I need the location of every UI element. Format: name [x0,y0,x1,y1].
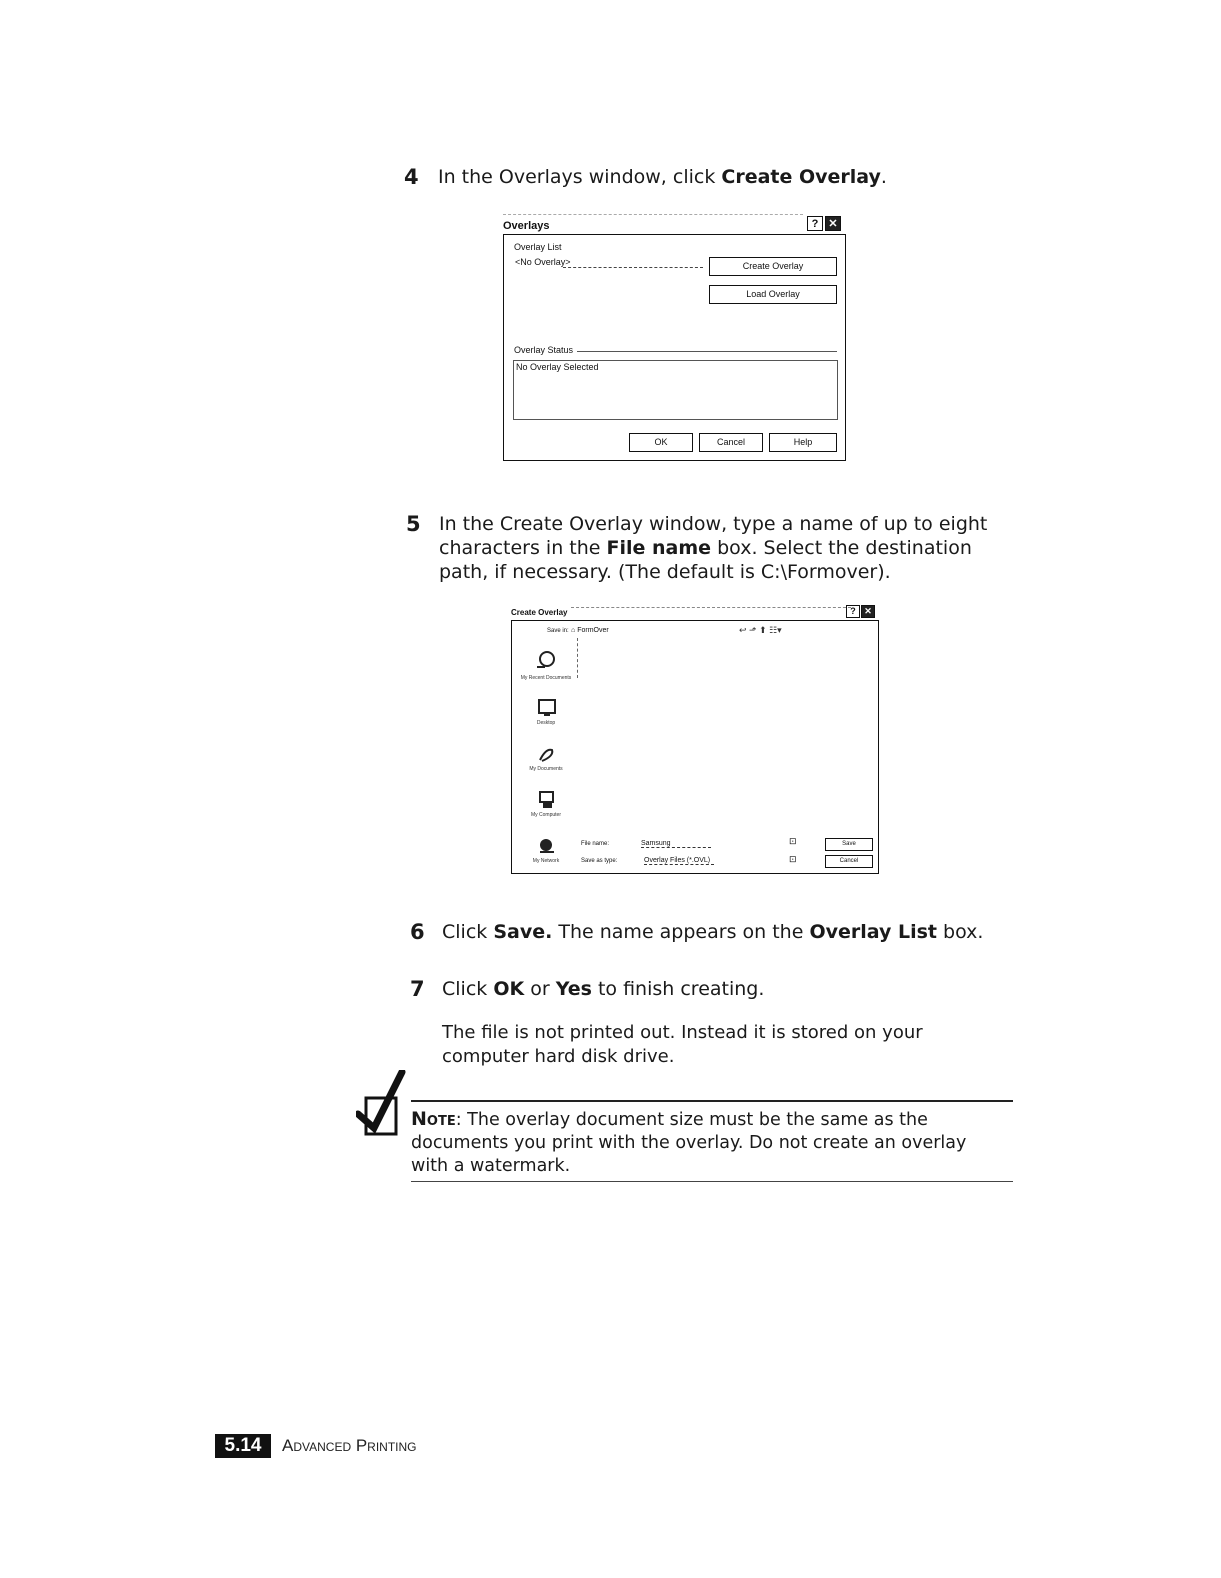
step-text: Click Save. The name appears on the Overlay List box. [442,921,984,943]
my-computer-icon[interactable] [536,790,558,810]
step-number: 7 [410,977,425,1001]
chevron-down-icon[interactable]: ⊡ [789,836,797,846]
note-line: documents you print with the overlay. Do not create an overlay [411,1133,967,1153]
step-line: path, if necessary. (The default is C:\Formover). [439,561,891,583]
save-in-value: FormOver [577,627,609,634]
step-line: computer hard disk drive. [442,1046,675,1067]
my-network-icon[interactable] [536,836,558,856]
create-overlay-dialog [511,604,881,876]
load-overlay-button[interactable]: Load Overlay [709,285,837,304]
overlay-status-text: No Overlay Selected [516,362,599,372]
nav-label: Desktop [536,720,556,726]
nav-label: My Documents [529,766,563,772]
save-button[interactable]: Save [825,838,873,851]
step-line: The file is not printed out. Instead it is stored on your [442,1022,923,1043]
folder-icon: ⌂ [571,627,576,634]
note-box [411,1108,1011,1178]
overlays-dialog [503,212,848,464]
save-in-select[interactable] [571,627,609,634]
help-icon[interactable]: ? [807,216,823,231]
note-line: : The overlay document size must be the same as the [455,1110,928,1130]
overlay-status-label: Overlay Status [514,345,574,355]
step-5 [406,512,1006,586]
save-in-label: Save in: [547,628,569,634]
toolbar-icons[interactable]: ↩ ⬏ ⬆ ☷▾ [739,625,782,635]
ok-button[interactable]: OK [629,433,693,452]
recent-documents-icon[interactable] [535,650,557,670]
create-overlay-button[interactable]: Create Overlay [709,257,837,276]
note-line: with a watermark. [411,1156,571,1176]
step-text: In the Overlays window, click Create Overlay. [438,166,887,188]
field-name: File name [606,537,712,559]
step-4 [404,165,1004,191]
dialog-body [511,620,879,874]
step-number: 6 [410,920,425,944]
save-as-type-select[interactable]: Overlay Files (*.OVL) [644,857,714,865]
chevron-down-icon[interactable]: ⊡ [789,854,797,864]
step-line: characters in the [439,537,607,559]
overlay-list-label: Overlay List [514,242,562,252]
file-name-label: File name: [581,841,610,847]
note-rule-top [411,1100,1013,1102]
file-name-input[interactable]: Samsung [641,840,711,848]
step-number: 4 [404,165,419,189]
dialog-title: Create Overlay [511,608,568,617]
step-text: Click OK or Yes to finish creating. [442,978,765,1000]
note-title: Note [411,1108,456,1130]
help-icon[interactable]: ? [846,605,860,618]
save-as-type-label: Save as type: [581,858,618,864]
desktop-icon[interactable] [536,698,558,718]
page-number: 5.14 [215,1434,271,1458]
step-detail [442,1021,923,1069]
close-icon[interactable]: ✕ [861,605,875,618]
checkmark-icon [356,1070,406,1142]
dialog-title: Overlays [503,220,550,232]
nav-label: My Recent Documents [520,675,572,681]
step-text [439,512,987,584]
my-documents-icon[interactable] [536,744,558,764]
cancel-button[interactable]: Cancel [699,433,763,452]
overlay-list-item[interactable]: <No Overlay> [515,257,571,267]
close-icon[interactable]: ✕ [825,216,841,231]
step-number: 5 [406,512,421,536]
step-line: box. Select the destination [711,537,972,559]
step-line: In the Create Overlay window, type a name of up to eight [439,513,988,535]
help-button[interactable]: Help [769,433,837,452]
cancel-button[interactable]: Cancel [825,855,873,868]
step-7 [410,977,1030,1077]
nav-label: My Network [532,858,560,864]
nav-label: My Computer [530,812,561,818]
chapter-title: Advanced Printing [282,1436,417,1455]
note-rule-bottom [411,1181,1013,1182]
step-6 [410,920,1030,946]
